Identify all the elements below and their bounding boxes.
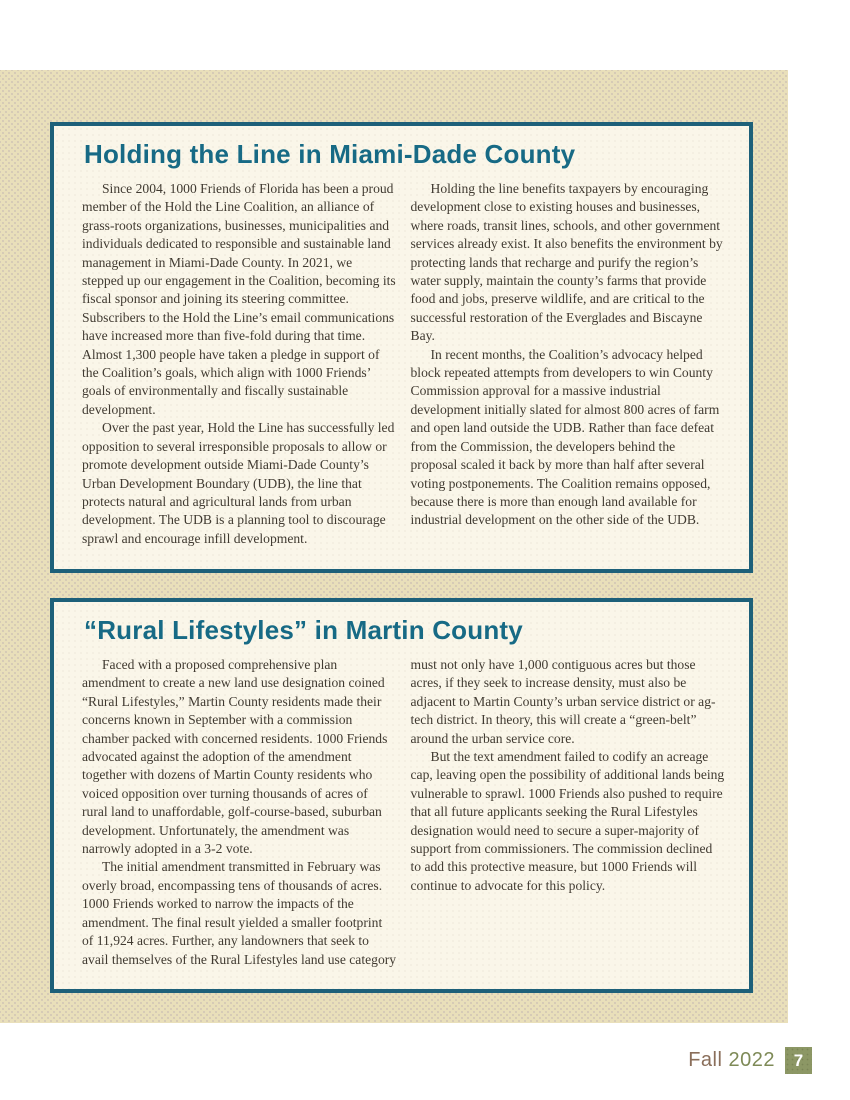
article-paragraph: Over the past year, Hold the Line has successfully led opposition to several irresponsible proposals to allow or promote development outside Miami-Dade County’s Urban Development Boundary (UDB), the line that protects natural and agricultural lands from urban development. The UDB is a planning tool to discourage sprawl and encourage infill development. <box>82 420 395 546</box>
article-body-martin-county <box>82 656 725 973</box>
footer-year: 2022 <box>728 1049 775 1071</box>
footer-issue-label <box>688 1049 775 1072</box>
article-body-miami-dade <box>82 180 725 567</box>
article-paragraph: But the text amendment failed to codify an acreage cap, leaving open the possibility of additional lands being vulnerable to sprawl. 1000 Friends also pushed to require that all future applicants seeking the Rural Lifestyles designation would need to secure a super-majority of support from commissioners. The commission declined to add this protective measure, but 1000 Friends will continue to advocate for this policy. <box>410 749 725 893</box>
article-card-miami-dade <box>50 122 753 573</box>
page-footer <box>0 1047 812 1074</box>
article-title-miami-dade: Holding the Line in Miami-Dade County <box>84 139 576 169</box>
footer-season: Fall <box>688 1049 723 1071</box>
article-paragraph: Holding the line benefits taxpayers by encouraging development close to existing houses and businesses, where roads, transit lines, schools, and other government services already exist. It also benefits the environment by protecting lands that recharge and purify the region’s water supply, maintain the county’s farms that provide food and jobs, preserve wildlife, and are critical to the successful restoration of the Everglades and Biscayne Bay. <box>410 181 723 344</box>
article-paragraph: Faced with a proposed comprehensive plan amendment to create a new land use designation coined “Rural Lifestyles,” Martin County residents made their concerns known in September with a commission chamber packed with concerned residents. 1000 Friends advocated against the adoption of the amendment together with dozens of Martin County residents who voiced opposition over turning thousands of acres of rural land to unaffordable, golf-course-based, suburban development. Unfortunately, the amendment was narrowly adopted in a 3-2 vote. <box>82 657 388 857</box>
article-paragraph: Since 2004, 1000 Friends of Florida has been a proud member of the Hold the Line Coalition, an alliance of grass-roots organizations, businesses, municipalities and individuals dedicated to responsible and sustainable land management in Miami-Dade County. In 2021, we stepped up our engagement in the Coalition, becoming its fiscal sponsor and joining its steering committee. Subscribers to the Hold the Line’s email communications have increased more than five-fold during that time. Almost 1,300 people have taken a pledge in support of the Coalition’s goals, which align with 1000 Friends’ goals of environmentally and fiscally sustainable development. <box>82 181 396 417</box>
article-card-martin-county <box>50 598 753 993</box>
article-paragraph: The initial amendment transmitted in February was overly broad, encompassing tens of thousands of acres. 1000 Friends worked to narrow the impacts of the amendment. The final result yielded a smaller footprint of 11,924 acres. Further, any landowners that seek to avail themselves of the Rural Lifestyles land use category must not only have 1,000 contiguous acres but those acres, if they seek to increase density, must also be adjacent to Martin County’s urban service district or ag-tech district. In theory, this will create a “green-belt” around the urban service core. <box>82 657 716 967</box>
article-title-martin-county: “Rural Lifestyles” in Martin County <box>84 615 523 645</box>
page-number-badge: 7 <box>785 1047 812 1074</box>
article-paragraph: In recent months, the Coalition’s advocacy helped block repeated attempts from developers to win County Commission approval for a massive industrial development initially slated for almost 800 acres of farm and open land outside the UDB. Rather than face defeat from the Commission, the developers behind the proposal scaled it back by more than half after several voting postponements. The Coalition remains opposed, because there is more than enough land available for industrial development on the other side of the UDB. <box>410 346 720 528</box>
